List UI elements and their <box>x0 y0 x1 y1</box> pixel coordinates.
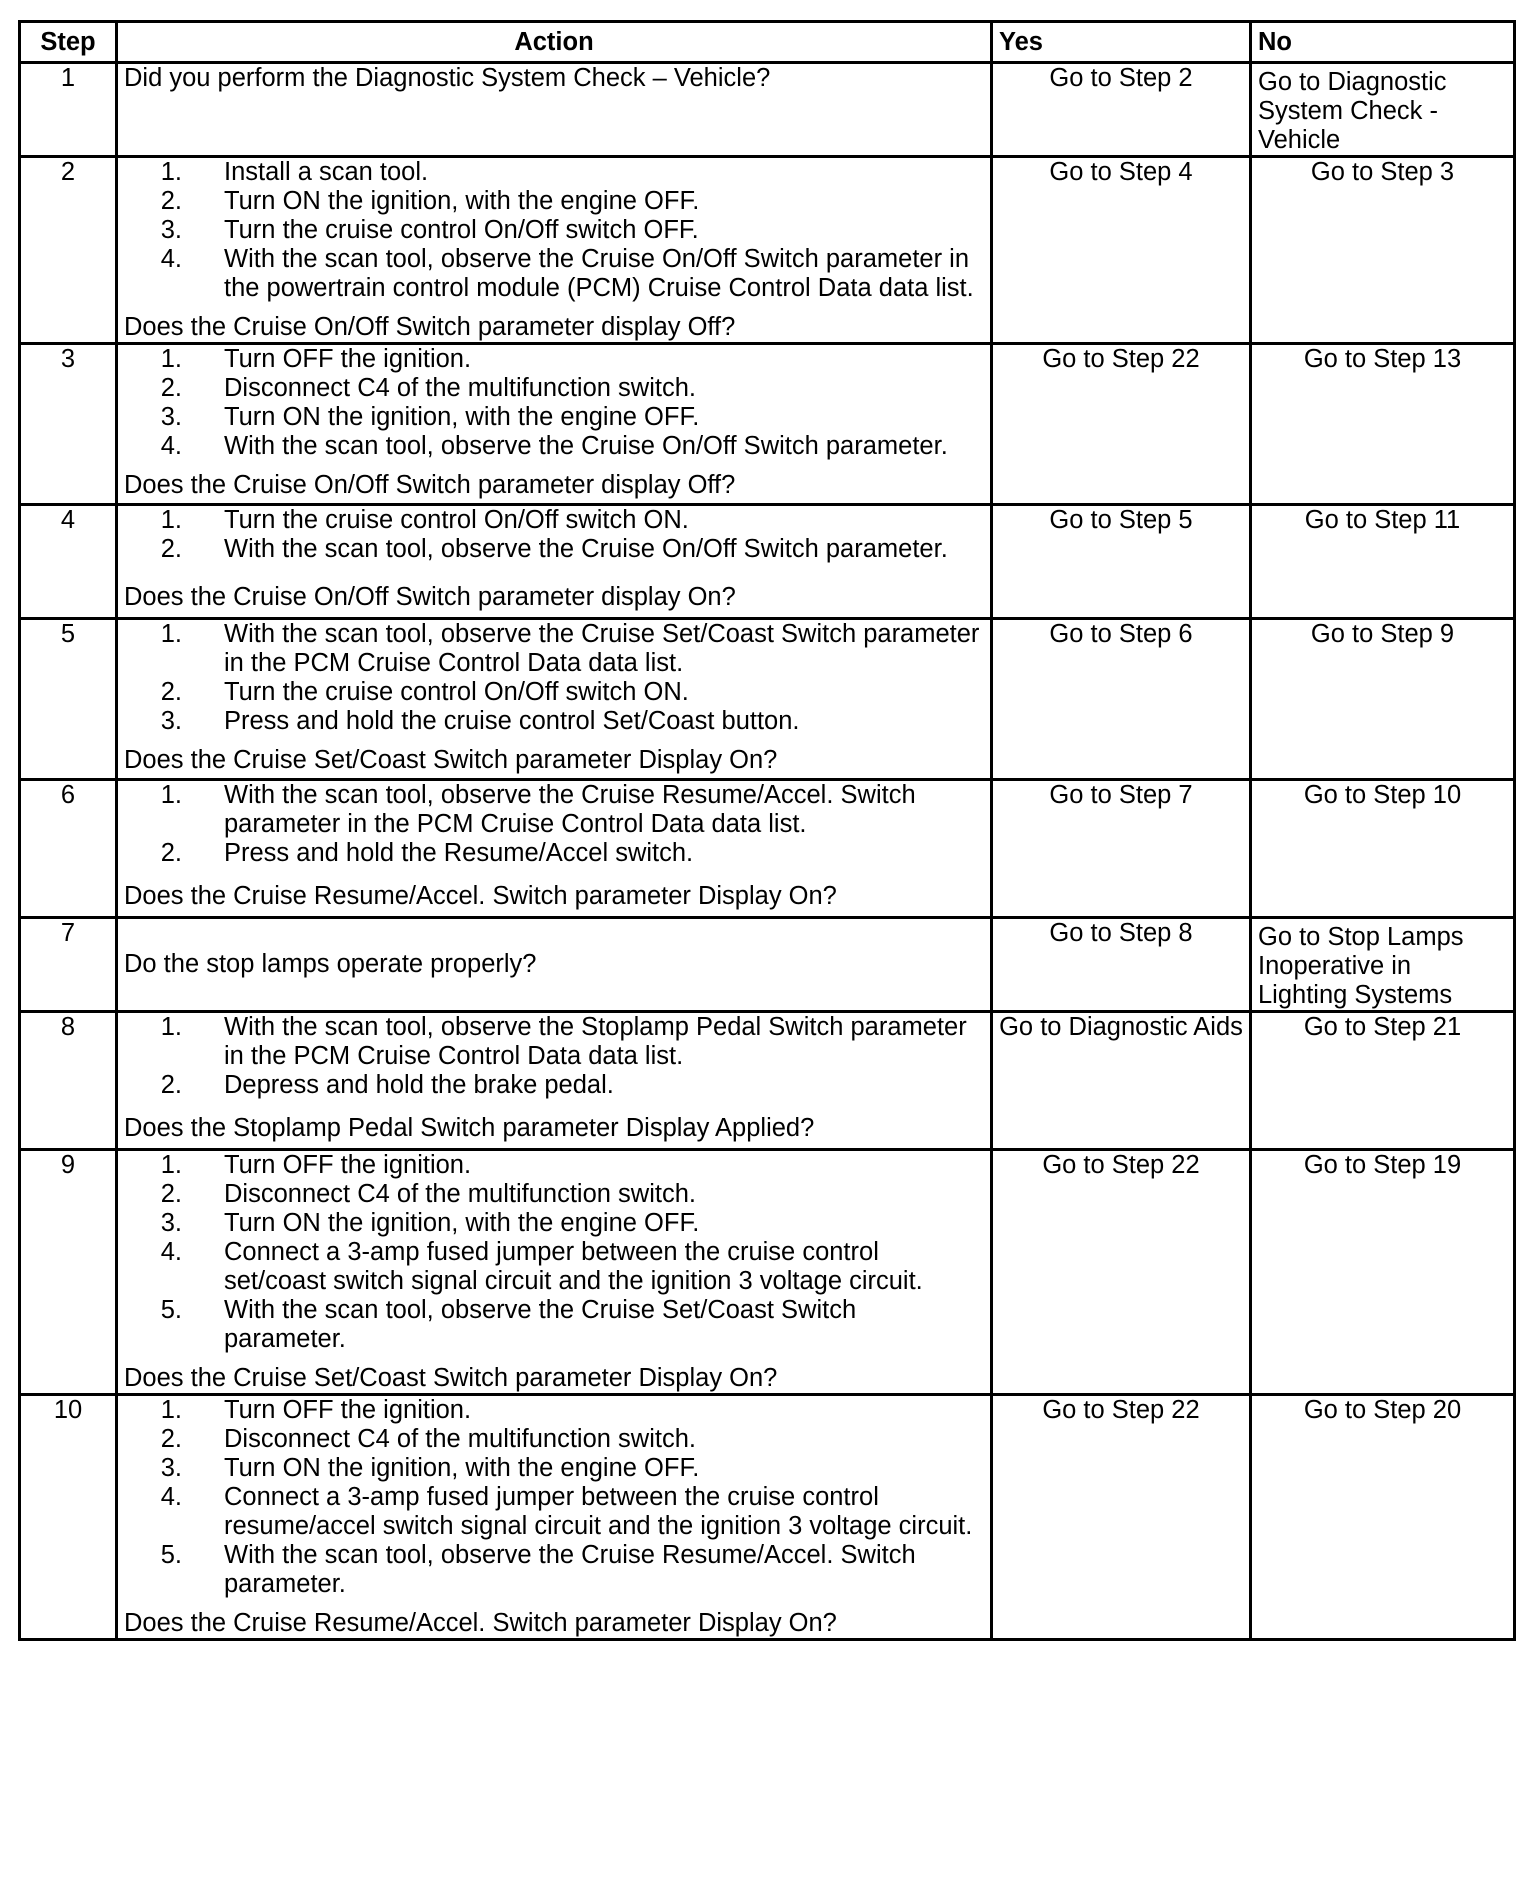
step-number: 5 <box>20 619 117 780</box>
action-cell <box>117 505 992 619</box>
header-step: Step <box>20 22 117 63</box>
action-cell <box>117 344 992 505</box>
no-outcome: Go to Step 11 <box>1251 505 1515 619</box>
action-question: Does the Cruise On/Off Switch parameter display Off? <box>124 313 736 341</box>
header-no: No <box>1251 22 1515 63</box>
table-row <box>20 1012 1515 1150</box>
action-question: Does the Cruise On/Off Switch parameter display Off? <box>124 471 736 499</box>
header-yes: Yes <box>992 22 1251 63</box>
table-row <box>20 918 1515 1012</box>
action-question: Did you perform the Diagnostic System Check – Vehicle? <box>124 64 771 92</box>
action-question: Does the Cruise Set/Coast Switch parameter Display On? <box>124 746 778 774</box>
list-item <box>124 1209 984 1238</box>
step-number: 4 <box>20 505 117 619</box>
step-number: 8 <box>20 1012 117 1150</box>
list-item-number: 4. <box>160 1238 182 1266</box>
table-row <box>20 780 1515 918</box>
action-question: Does the Cruise Set/Coast Switch parameter Display On? <box>124 1364 778 1392</box>
list-item-number: 3. <box>160 707 182 735</box>
diagnostic-table <box>18 20 1516 1641</box>
list-item-text: Turn ON the ignition, with the engine OFF. <box>224 1209 700 1237</box>
list-item <box>124 403 984 432</box>
list-item-text: With the scan tool, observe the Cruise Set/Coast Switch parameter in the PCM Cruise Control Data data list. <box>224 620 980 677</box>
yes-outcome: Go to Step 2 <box>992 63 1251 157</box>
list-item-text: Press and hold the Resume/Accel switch. <box>224 839 694 867</box>
list-item-number: 1. <box>160 1151 182 1179</box>
action-steps-list <box>124 1151 984 1354</box>
step-number: 3 <box>20 344 117 505</box>
yes-outcome: Go to Step 8 <box>992 918 1251 1012</box>
list-item <box>124 781 984 839</box>
list-item <box>124 839 984 868</box>
list-item-number: 2. <box>160 535 182 563</box>
list-item <box>124 1013 984 1071</box>
action-cell <box>117 1395 992 1640</box>
table-row <box>20 619 1515 780</box>
action-cell <box>117 780 992 918</box>
action-question: Does the Stoplamp Pedal Switch parameter Display Applied? <box>124 1114 815 1142</box>
list-item <box>124 678 984 707</box>
list-item <box>124 1541 984 1599</box>
action-steps-list <box>124 620 984 736</box>
yes-outcome: Go to Step 6 <box>992 619 1251 780</box>
no-outcome: Go to Step 9 <box>1251 619 1515 780</box>
list-item <box>124 707 984 736</box>
list-item <box>124 374 984 403</box>
list-item-number: 1. <box>160 781 182 809</box>
list-item <box>124 432 984 461</box>
list-item-number: 2. <box>160 839 182 867</box>
table-row <box>20 157 1515 344</box>
yes-outcome: Go to Diagnostic Aids <box>992 1012 1251 1150</box>
list-item-text: With the scan tool, observe the Cruise On/Off Switch parameter. <box>224 432 948 460</box>
step-number: 2 <box>20 157 117 344</box>
list-item <box>124 187 984 216</box>
table-row <box>20 344 1515 505</box>
action-cell <box>117 918 992 1012</box>
no-outcome: Go to Step 21 <box>1251 1012 1515 1150</box>
no-outcome: Go to Stop Lamps Inoperative in Lighting Systems <box>1251 918 1515 1012</box>
action-question: Does the Cruise Resume/Accel. Switch parameter Display On? <box>124 1609 837 1637</box>
list-item-number: 4. <box>160 1483 182 1511</box>
table-row <box>20 1395 1515 1640</box>
no-outcome: Go to Step 3 <box>1251 157 1515 344</box>
list-item-text: Disconnect C4 of the multifunction switch. <box>224 1180 696 1208</box>
action-cell <box>117 619 992 780</box>
list-item-text: Turn ON the ignition, with the engine OFF. <box>224 403 700 431</box>
list-item-number: 1. <box>160 158 182 186</box>
step-number: 9 <box>20 1150 117 1395</box>
list-item-number: 4. <box>160 245 182 273</box>
list-item <box>124 1425 984 1454</box>
action-question: Does the Cruise Resume/Accel. Switch parameter Display On? <box>124 882 837 910</box>
no-outcome: Go to Step 13 <box>1251 344 1515 505</box>
list-item-number: 1. <box>160 345 182 373</box>
yes-outcome: Go to Step 5 <box>992 505 1251 619</box>
table-header-row <box>20 22 1515 63</box>
list-item-number: 2. <box>160 1425 182 1453</box>
list-item-text: Turn ON the ignition, with the engine OFF. <box>224 187 700 215</box>
list-item-text: Disconnect C4 of the multifunction switch. <box>224 374 696 402</box>
list-item-number: 2. <box>160 1180 182 1208</box>
list-item <box>124 1180 984 1209</box>
no-outcome: Go to Step 20 <box>1251 1395 1515 1640</box>
list-item-text: With the scan tool, observe the Stoplamp Pedal Switch parameter in the PCM Cruise Control Data data list. <box>224 1013 967 1070</box>
list-item <box>124 216 984 245</box>
list-item-number: 2. <box>160 187 182 215</box>
action-steps-list <box>124 1013 984 1100</box>
list-item <box>124 158 984 187</box>
yes-outcome: Go to Step 22 <box>992 1150 1251 1395</box>
action-question: Does the Cruise On/Off Switch parameter display On? <box>124 583 736 611</box>
action-cell <box>117 1012 992 1150</box>
list-item <box>124 1454 984 1483</box>
list-item-text: With the scan tool, observe the Cruise On/Off Switch parameter. <box>224 535 948 563</box>
table-body <box>20 63 1515 1640</box>
action-steps-list <box>124 345 984 461</box>
list-item-number: 5. <box>160 1296 182 1324</box>
diagnostic-table-container <box>18 20 1513 1641</box>
list-item-text: Turn the cruise control On/Off switch ON. <box>224 506 689 534</box>
yes-outcome: Go to Step 7 <box>992 780 1251 918</box>
yes-outcome: Go to Step 22 <box>992 1395 1251 1640</box>
table-row <box>20 1150 1515 1395</box>
list-item <box>124 245 984 303</box>
list-item-text: Turn the cruise control On/Off switch OFF. <box>224 216 699 244</box>
list-item-number: 3. <box>160 403 182 431</box>
list-item-number: 3. <box>160 1209 182 1237</box>
action-steps-list <box>124 1396 984 1599</box>
list-item-text: Turn OFF the ignition. <box>224 1396 472 1424</box>
list-item-number: 2. <box>160 1071 182 1099</box>
list-item <box>124 1151 984 1180</box>
step-number: 10 <box>20 1395 117 1640</box>
action-cell <box>117 157 992 344</box>
list-item <box>124 1296 984 1354</box>
action-steps-list <box>124 506 984 564</box>
yes-outcome: Go to Step 4 <box>992 157 1251 344</box>
list-item-number: 1. <box>160 506 182 534</box>
list-item-text: Turn ON the ignition, with the engine OFF. <box>224 1454 700 1482</box>
list-item-number: 2. <box>160 678 182 706</box>
no-outcome: Go to Step 10 <box>1251 780 1515 918</box>
list-item <box>124 1396 984 1425</box>
list-item-number: 1. <box>160 1013 182 1041</box>
list-item <box>124 345 984 374</box>
list-item-text: Depress and hold the brake pedal. <box>224 1071 614 1099</box>
list-item <box>124 1483 984 1541</box>
step-number: 1 <box>20 63 117 157</box>
table-row <box>20 63 1515 157</box>
list-item-number: 1. <box>160 620 182 648</box>
list-item-text: Connect a 3-amp fused jumper between the cruise control resume/accel switch signal circuit and the ignition 3 voltage circuit. <box>224 1483 973 1540</box>
list-item <box>124 1238 984 1296</box>
list-item-text: Turn OFF the ignition. <box>224 345 472 373</box>
list-item <box>124 620 984 678</box>
action-cell <box>117 63 992 157</box>
action-steps-list <box>124 158 984 303</box>
list-item-number: 4. <box>160 432 182 460</box>
header-action: Action <box>117 22 992 63</box>
list-item <box>124 535 984 564</box>
list-item-number: 3. <box>160 1454 182 1482</box>
list-item-text: With the scan tool, observe the Cruise Resume/Accel. Switch parameter. <box>224 1541 916 1598</box>
list-item-number: 2. <box>160 374 182 402</box>
list-item-text: Turn the cruise control On/Off switch ON. <box>224 678 689 706</box>
list-item-text: Turn OFF the ignition. <box>224 1151 472 1179</box>
list-item-text: With the scan tool, observe the Cruise Set/Coast Switch parameter. <box>224 1296 857 1353</box>
action-question: Do the stop lamps operate properly? <box>124 950 537 978</box>
list-item <box>124 1071 984 1100</box>
yes-outcome: Go to Step 22 <box>992 344 1251 505</box>
list-item-number: 1. <box>160 1396 182 1424</box>
step-number: 7 <box>20 918 117 1012</box>
list-item-number: 3. <box>160 216 182 244</box>
table-row <box>20 505 1515 619</box>
list-item-text: With the scan tool, observe the Cruise Resume/Accel. Switch parameter in the PCM Cruise Control Data data list. <box>224 781 916 838</box>
list-item-text: Disconnect C4 of the multifunction switch. <box>224 1425 696 1453</box>
no-outcome: Go to Step 19 <box>1251 1150 1515 1395</box>
list-item <box>124 506 984 535</box>
action-cell <box>117 1150 992 1395</box>
list-item-number: 5. <box>160 1541 182 1569</box>
list-item-text: With the scan tool, observe the Cruise On/Off Switch parameter in the powertrain control module (PCM) Cruise Control Data data list. <box>224 245 974 302</box>
action-steps-list <box>124 781 984 868</box>
step-number: 6 <box>20 780 117 918</box>
list-item-text: Connect a 3-amp fused jumper between the cruise control set/coast switch signal circuit and the ignition 3 voltage circuit. <box>224 1238 923 1295</box>
no-outcome: Go to Diagnostic System Check - Vehicle <box>1251 63 1515 157</box>
list-item-text: Install a scan tool. <box>224 158 429 186</box>
list-item-text: Press and hold the cruise control Set/Coast button. <box>224 707 800 735</box>
